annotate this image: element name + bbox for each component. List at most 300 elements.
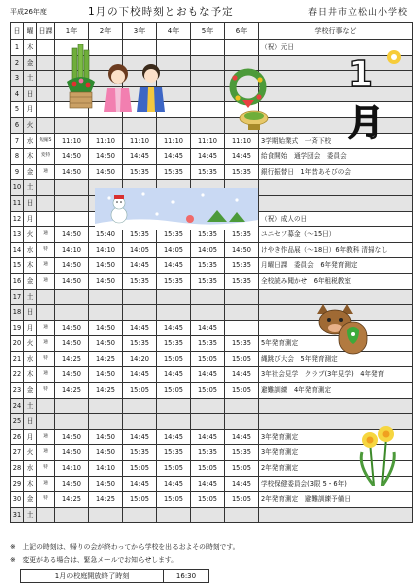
- event-cell: 学校保健委員会(3限 5・6年): [259, 476, 413, 492]
- dismissal-time-cell: 14:50: [55, 149, 89, 165]
- table-row: [11, 383, 413, 399]
- event-cell: （祝）元日: [259, 40, 413, 56]
- dismissal-time-cell: [89, 305, 123, 321]
- dismissal-time-cell: 15:05: [225, 383, 259, 399]
- day-cell: 14: [11, 242, 24, 258]
- dismissal-time-cell: 15:35: [157, 164, 191, 180]
- dismissal-time-cell: [225, 507, 259, 523]
- page-header: [10, 3, 412, 19]
- schedule-type-cell: [37, 102, 55, 118]
- kadomatsu-icon: [64, 44, 98, 110]
- dismissal-time-cell: [157, 398, 191, 414]
- dismissal-time-cell: 15:05: [225, 492, 259, 508]
- table-row: [11, 398, 413, 414]
- weekday-cell: 月: [24, 102, 37, 118]
- dismissal-time-cell: 14:50: [89, 320, 123, 336]
- dismissal-time-cell: 14:45: [157, 429, 191, 445]
- dismissal-time-cell: 15:35: [157, 227, 191, 243]
- kimono-children-icon: [101, 62, 169, 112]
- table-row: [11, 273, 413, 289]
- weekday-cell: 水: [24, 351, 37, 367]
- weekday-cell: 火: [24, 117, 37, 133]
- dismissal-time-cell: [55, 305, 89, 321]
- dismissal-time-cell: [191, 305, 225, 321]
- dismissal-time-cell: [157, 117, 191, 133]
- dismissal-time-cell: 14:45: [191, 149, 225, 165]
- event-cell: 2年発育測定: [259, 461, 413, 477]
- schedule-type-cell: [37, 507, 55, 523]
- schedule-type-cell: [37, 86, 55, 102]
- schedule-type-cell: 特: [37, 461, 55, 477]
- table-row: [11, 242, 413, 258]
- day-cell: 16: [11, 273, 24, 289]
- dismissal-time-cell: 14:50: [55, 445, 89, 461]
- dismissal-time-cell: [191, 414, 225, 430]
- dismissal-time-cell: [55, 195, 89, 211]
- event-cell: [259, 195, 413, 211]
- dismissal-time-cell: 14:50: [89, 149, 123, 165]
- event-cell: 3学期始業式 一斉下校: [259, 133, 413, 149]
- day-cell: 29: [11, 476, 24, 492]
- dismissal-time-cell: 14:45: [123, 258, 157, 274]
- weekday-cell: 火: [24, 227, 37, 243]
- dismissal-time-cell: 14:50: [89, 336, 123, 352]
- dismissal-time-cell: 14:50: [89, 258, 123, 274]
- dismissal-time-cell: 14:45: [123, 367, 157, 383]
- dismissal-time-cell: 15:05: [157, 351, 191, 367]
- weekday-cell: 金: [24, 273, 37, 289]
- col-header: 2年: [89, 23, 123, 40]
- schedule-type-cell: 特: [37, 383, 55, 399]
- dismissal-time-cell: [123, 398, 157, 414]
- dismissal-time-cell: 15:35: [225, 336, 259, 352]
- schedule-type-cell: 変特: [37, 149, 55, 165]
- event-cell: 3年社会見学 クラブ(3年見学) 4年発育: [259, 367, 413, 383]
- table-row: [11, 476, 413, 492]
- col-header: 学校行事など: [259, 23, 413, 40]
- page-title: 1月の下校時刻とおもな予定: [88, 6, 234, 18]
- dismissal-time-cell: [55, 211, 89, 227]
- weekday-cell: 金: [24, 492, 37, 508]
- dismissal-time-cell: 14:45: [157, 258, 191, 274]
- dismissal-time-cell: 15:05: [157, 383, 191, 399]
- dismissal-time-cell: 15:35: [225, 258, 259, 274]
- day-cell: 3: [11, 71, 24, 87]
- schedule-type-cell: 特: [37, 242, 55, 258]
- day-cell: 4: [11, 86, 24, 102]
- day-cell: 11: [11, 195, 24, 211]
- dismissal-time-cell: [191, 40, 225, 56]
- snowman-icon: [95, 188, 258, 230]
- table-row: [11, 367, 413, 383]
- schedule-type-cell: 短縮5: [37, 133, 55, 149]
- schedule-type-cell: 通: [37, 227, 55, 243]
- dismissal-time-cell: [89, 414, 123, 430]
- dismissal-time-cell: 11:10: [157, 133, 191, 149]
- dismissal-time-cell: [157, 305, 191, 321]
- event-cell: 縄跳び大会 5年発育測定: [259, 351, 413, 367]
- dismissal-time-cell: 14:50: [89, 273, 123, 289]
- weekday-cell: 水: [24, 461, 37, 477]
- dismissal-time-cell: 14:45: [191, 367, 225, 383]
- dismissal-time-cell: [55, 414, 89, 430]
- day-cell: 31: [11, 507, 24, 523]
- weekday-cell: 土: [24, 71, 37, 87]
- day-cell: 28: [11, 461, 24, 477]
- day-cell: 2: [11, 55, 24, 71]
- dismissal-time-cell: 14:45: [157, 367, 191, 383]
- dismissal-time-cell: 14:25: [55, 492, 89, 508]
- day-cell: 24: [11, 398, 24, 414]
- footnotes: [10, 541, 239, 567]
- dismissal-time-cell: 15:35: [191, 336, 225, 352]
- table-row: [21, 570, 209, 583]
- dismissal-time-cell: [123, 40, 157, 56]
- schedule-type-cell: 通: [37, 367, 55, 383]
- dismissal-time-cell: 14:45: [191, 429, 225, 445]
- dismissal-time-cell: 11:10: [225, 133, 259, 149]
- event-cell: [259, 180, 413, 196]
- weekday-cell: 木: [24, 40, 37, 56]
- dismissal-time-cell: [157, 289, 191, 305]
- dismissal-time-cell: 14:10: [55, 242, 89, 258]
- event-cell: 5年発育測定: [259, 336, 413, 352]
- weekday-cell: 土: [24, 507, 37, 523]
- schedule-type-cell: [37, 180, 55, 196]
- schedule-type-cell: [37, 195, 55, 211]
- dismissal-time-cell: 15:35: [123, 164, 157, 180]
- dismissal-time-cell: [89, 398, 123, 414]
- day-cell: 26: [11, 429, 24, 445]
- dismissal-time-cell: 14:05: [157, 242, 191, 258]
- weekday-cell: 土: [24, 180, 37, 196]
- day-cell: 20: [11, 336, 24, 352]
- dismissal-time-cell: 14:50: [55, 227, 89, 243]
- dismissal-time-cell: 14:45: [225, 149, 259, 165]
- dismissal-time-cell: 14:45: [123, 476, 157, 492]
- month-badge: [346, 48, 402, 144]
- schedule-type-cell: [37, 211, 55, 227]
- dismissal-time-cell: [191, 398, 225, 414]
- event-cell: けやき作品展（～18日）6年教科 清掃なし: [259, 242, 413, 258]
- weekday-cell: 日: [24, 86, 37, 102]
- dismissal-time-cell: 14:25: [89, 492, 123, 508]
- col-header: 5年: [191, 23, 225, 40]
- dismissal-time-cell: 15:05: [191, 383, 225, 399]
- dismissal-time-cell: [191, 102, 225, 118]
- dismissal-time-cell: 14:45: [157, 476, 191, 492]
- col-header: 日: [11, 23, 24, 40]
- dismissal-time-cell: 14:45: [157, 320, 191, 336]
- col-header: 6年: [225, 23, 259, 40]
- table-row: [11, 258, 413, 274]
- day-cell: 15: [11, 258, 24, 274]
- dismissal-time-cell: [191, 55, 225, 71]
- table-row: [11, 414, 413, 430]
- dismissal-time-cell: 14:45: [123, 149, 157, 165]
- dismissal-time-cell: 15:05: [157, 461, 191, 477]
- weekday-cell: 金: [24, 55, 37, 71]
- day-cell: 23: [11, 383, 24, 399]
- event-cell: 避難訓練 4年発育測定: [259, 383, 413, 399]
- weekday-cell: 日: [24, 195, 37, 211]
- day-cell: 8: [11, 149, 24, 165]
- weekday-cell: 金: [24, 383, 37, 399]
- dismissal-time-cell: [55, 289, 89, 305]
- event-cell: 給食開始 通学団会 委員会: [259, 149, 413, 165]
- table-row: [11, 164, 413, 180]
- weekday-cell: 水: [24, 242, 37, 258]
- day-cell: 19: [11, 320, 24, 336]
- dismissal-time-cell: 11:10: [89, 133, 123, 149]
- dismissal-time-cell: [157, 507, 191, 523]
- event-cell: [259, 398, 413, 414]
- event-cell: 全校読み聞かせ 6年租税教室: [259, 273, 413, 289]
- col-header: 曜: [24, 23, 37, 40]
- schedule-type-cell: [37, 305, 55, 321]
- schedule-type-cell: 通: [37, 445, 55, 461]
- weekday-cell: 木: [24, 258, 37, 274]
- dismissal-time-cell: 15:35: [225, 445, 259, 461]
- day-cell: 21: [11, 351, 24, 367]
- dismissal-time-cell: 15:35: [225, 164, 259, 180]
- schedule-type-cell: 通: [37, 258, 55, 274]
- day-cell: 25: [11, 414, 24, 430]
- dismissal-time-cell: 15:35: [225, 273, 259, 289]
- dismissal-time-cell: 15:40: [89, 227, 123, 243]
- dismissal-time-cell: 14:45: [157, 149, 191, 165]
- dismissal-time-cell: 14:10: [89, 461, 123, 477]
- dismissal-time-cell: 14:10: [89, 242, 123, 258]
- dismissal-time-cell: 14:45: [123, 320, 157, 336]
- dismissal-time-cell: 14:50: [89, 164, 123, 180]
- day-cell: 22: [11, 367, 24, 383]
- col-header: 1年: [55, 23, 89, 40]
- dismissal-time-cell: 14:45: [225, 367, 259, 383]
- event-cell: [259, 507, 413, 523]
- event-cell: 銀行振替日 1年昔あそびの会: [259, 164, 413, 180]
- dismissal-time-cell: [191, 507, 225, 523]
- closing-time: 16:30: [164, 570, 209, 583]
- weekday-cell: 日: [24, 414, 37, 430]
- table-row: [11, 429, 413, 445]
- weekday-cell: 金: [24, 164, 37, 180]
- dismissal-time-cell: [89, 117, 123, 133]
- dismissal-time-cell: [55, 117, 89, 133]
- dismissal-time-cell: 11:10: [191, 133, 225, 149]
- dismissal-time-cell: 14:50: [89, 445, 123, 461]
- day-cell: 27: [11, 445, 24, 461]
- dismissal-time-cell: 15:35: [225, 227, 259, 243]
- schedule-type-cell: 特: [37, 492, 55, 508]
- dismissal-time-cell: 14:05: [191, 242, 225, 258]
- dismissal-time-cell: 15:05: [225, 461, 259, 477]
- ox-icon: [313, 300, 369, 356]
- schedule-type-cell: [37, 398, 55, 414]
- event-cell: 3年発育測定: [259, 445, 413, 461]
- dismissal-time-cell: [225, 305, 259, 321]
- dismissal-time-cell: 15:35: [157, 445, 191, 461]
- dismissal-time-cell: 15:35: [191, 273, 225, 289]
- dismissal-time-cell: 14:50: [55, 367, 89, 383]
- dismissal-time-cell: [191, 117, 225, 133]
- dismissal-time-cell: 15:35: [191, 445, 225, 461]
- footnote: ※ 変更がある場合は、緊急メールでお知らせします。: [10, 556, 178, 564]
- dismissal-time-cell: [123, 507, 157, 523]
- dismissal-time-cell: 15:35: [191, 227, 225, 243]
- event-cell: 月曜日課 委員会 6年発育測定: [259, 258, 413, 274]
- event-cell: ユニセフ募金（～15日）: [259, 227, 413, 243]
- dismissal-time-cell: 14:50: [89, 367, 123, 383]
- event-cell: （祝）成人の日: [259, 211, 413, 227]
- schedule-type-cell: 通: [37, 164, 55, 180]
- dismissal-time-cell: 15:35: [191, 258, 225, 274]
- dismissal-time-cell: [89, 507, 123, 523]
- day-cell: 18: [11, 305, 24, 321]
- dismissal-time-cell: 14:50: [55, 273, 89, 289]
- dismissal-time-cell: 14:50: [55, 258, 89, 274]
- table-row: [11, 445, 413, 461]
- day-cell: 12: [11, 211, 24, 227]
- weekday-cell: 月: [24, 211, 37, 227]
- col-header: 3年: [123, 23, 157, 40]
- dismissal-time-cell: [191, 289, 225, 305]
- dismissal-time-cell: [157, 40, 191, 56]
- dismissal-time-cell: 15:05: [191, 492, 225, 508]
- dismissal-time-cell: 14:50: [55, 164, 89, 180]
- dismissal-time-cell: 15:05: [123, 492, 157, 508]
- dismissal-time-cell: 15:35: [157, 336, 191, 352]
- weekday-cell: 火: [24, 445, 37, 461]
- schedule-type-cell: [37, 55, 55, 71]
- dismissal-time-cell: 14:05: [123, 242, 157, 258]
- event-cell: 2年発育測定 避難訓練予備日: [259, 492, 413, 508]
- dismissal-time-cell: 14:50: [225, 242, 259, 258]
- dismissal-time-cell: 15:35: [157, 273, 191, 289]
- weekday-cell: 水: [24, 133, 37, 149]
- event-cell: 3年発育測定: [259, 429, 413, 445]
- dismissal-time-cell: 15:05: [123, 461, 157, 477]
- closing-label: 1月の校庭開放終了時刻: [21, 570, 164, 583]
- dismissal-time-cell: 11:10: [55, 133, 89, 149]
- dismissal-time-cell: 15:05: [123, 383, 157, 399]
- dismissal-time-cell: 14:45: [225, 429, 259, 445]
- dismissal-time-cell: 14:20: [123, 351, 157, 367]
- dismissal-time-cell: 14:50: [55, 320, 89, 336]
- weekday-cell: 月: [24, 429, 37, 445]
- day-cell: 17: [11, 289, 24, 305]
- day-cell: 6: [11, 117, 24, 133]
- weekday-cell: 土: [24, 289, 37, 305]
- day-cell: 1: [11, 40, 24, 56]
- weekday-cell: 火: [24, 336, 37, 352]
- weekday-cell: 木: [24, 476, 37, 492]
- dismissal-time-cell: [225, 289, 259, 305]
- table-row: [11, 492, 413, 508]
- schedule-type-cell: 特: [37, 351, 55, 367]
- dismissal-time-cell: 11:10: [123, 133, 157, 149]
- schedule-type-cell: 通: [37, 336, 55, 352]
- dismissal-time-cell: [55, 398, 89, 414]
- dismissal-time-cell: [191, 86, 225, 102]
- weekday-cell: 土: [24, 398, 37, 414]
- table-row: [11, 507, 413, 523]
- col-header: 日課: [37, 23, 55, 40]
- dismissal-time-cell: 14:45: [191, 476, 225, 492]
- dismissal-time-cell: 14:25: [89, 351, 123, 367]
- dismissal-time-cell: 15:05: [191, 351, 225, 367]
- new-year-food-icon: [238, 108, 270, 132]
- dismissal-time-cell: 14:45: [225, 476, 259, 492]
- table-row: [11, 149, 413, 165]
- dismissal-time-cell: 14:25: [55, 383, 89, 399]
- weekday-cell: 月: [24, 320, 37, 336]
- schedule-type-cell: 通: [37, 320, 55, 336]
- dismissal-time-cell: [55, 180, 89, 196]
- schedule-type-cell: [37, 71, 55, 87]
- school-name: 春日井市立松山小学校: [307, 8, 408, 18]
- day-cell: 13: [11, 227, 24, 243]
- dismissal-time-cell: [123, 414, 157, 430]
- weekday-cell: 木: [24, 149, 37, 165]
- col-header: 4年: [157, 23, 191, 40]
- schedule-type-cell: [37, 117, 55, 133]
- dismissal-time-cell: 14:50: [89, 476, 123, 492]
- weekday-cell: 木: [24, 367, 37, 383]
- dismissal-time-cell: 14:50: [55, 476, 89, 492]
- day-cell: 10: [11, 180, 24, 196]
- dismissal-time-cell: 15:05: [157, 492, 191, 508]
- schedule-type-cell: 通: [37, 429, 55, 445]
- schoolyard-closing-table: [20, 569, 209, 583]
- dismissal-time-cell: [191, 71, 225, 87]
- schedule-type-cell: 通: [37, 476, 55, 492]
- schedule-type-cell: [37, 414, 55, 430]
- dismissal-time-cell: 14:25: [55, 351, 89, 367]
- dismissal-time-cell: 15:05: [225, 351, 259, 367]
- fiscal-year: 平成26年度: [10, 8, 47, 16]
- dismissal-time-cell: [89, 289, 123, 305]
- dismissal-time-cell: [55, 507, 89, 523]
- dismissal-time-cell: 14:50: [55, 336, 89, 352]
- dismissal-time-cell: 15:35: [123, 273, 157, 289]
- dismissal-time-cell: 14:50: [55, 429, 89, 445]
- dismissal-time-cell: 14:45: [191, 320, 225, 336]
- day-cell: 9: [11, 164, 24, 180]
- weekday-cell: 日: [24, 305, 37, 321]
- day-cell: 5: [11, 102, 24, 118]
- dismissal-time-cell: [225, 40, 259, 56]
- dismissal-time-cell: 15:35: [191, 164, 225, 180]
- table-header-row: [11, 23, 413, 40]
- dismissal-time-cell: [123, 117, 157, 133]
- dismissal-time-cell: [123, 289, 157, 305]
- dismissal-time-cell: [157, 414, 191, 430]
- dismissal-time-cell: 15:35: [123, 227, 157, 243]
- table-row: [11, 461, 413, 477]
- dismissal-time-cell: 15:35: [123, 336, 157, 352]
- dismissal-time-cell: [225, 398, 259, 414]
- dismissal-time-cell: [225, 414, 259, 430]
- schedule-type-cell: 通: [37, 273, 55, 289]
- day-cell: 30: [11, 492, 24, 508]
- dismissal-time-cell: 14:25: [89, 383, 123, 399]
- dismissal-time-cell: 14:45: [123, 429, 157, 445]
- dismissal-time-cell: 15:35: [123, 445, 157, 461]
- daffodil-icon: [356, 422, 400, 486]
- schedule-type-cell: [37, 289, 55, 305]
- dismissal-time-cell: 14:50: [89, 429, 123, 445]
